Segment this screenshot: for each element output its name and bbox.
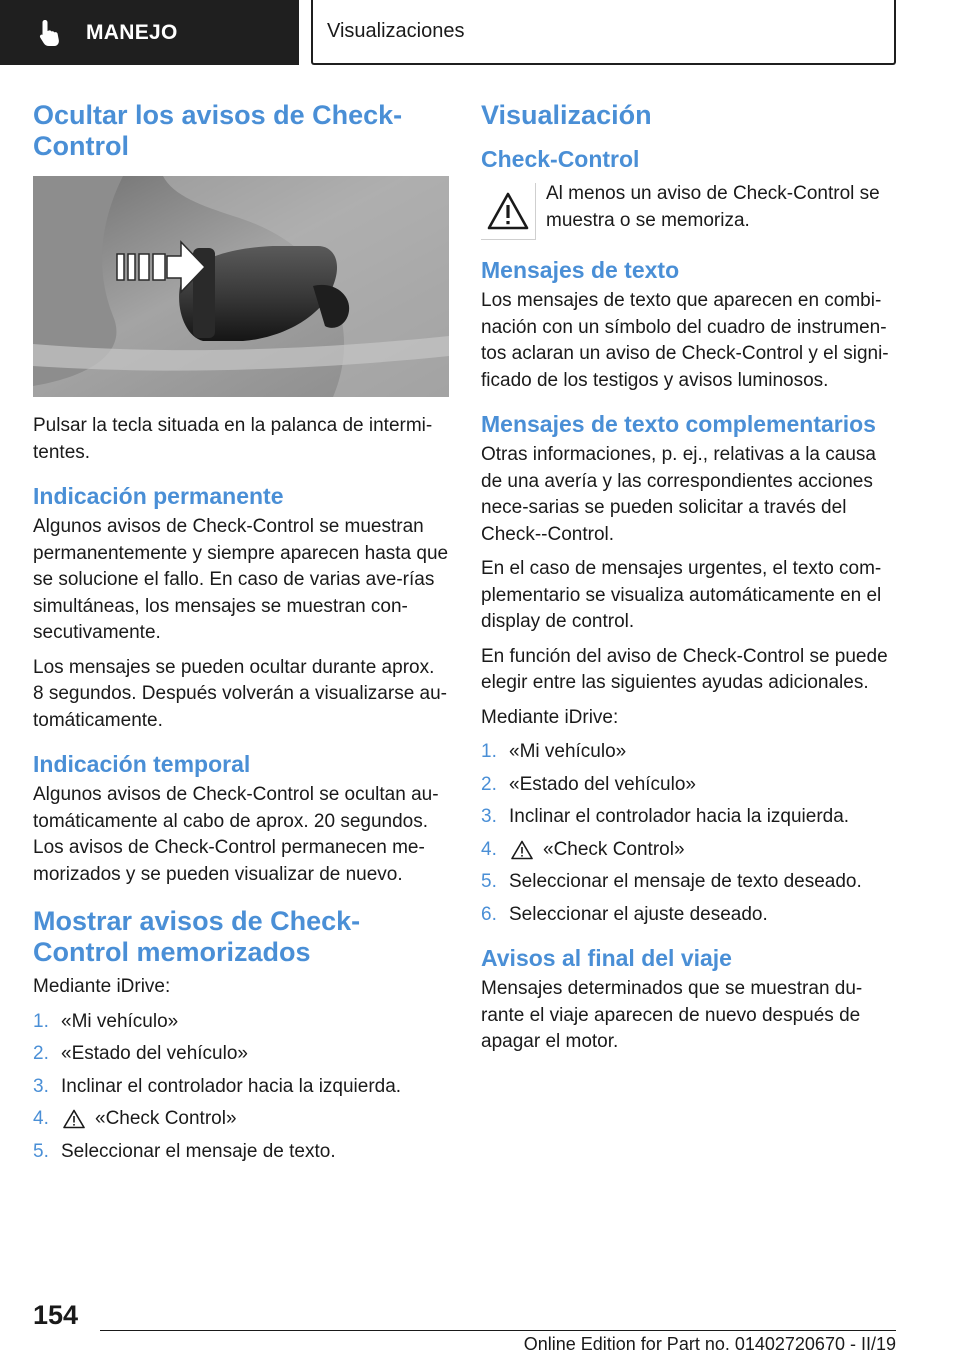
heading-hide-messages: Ocultar los avisos de Check-Control: [33, 100, 403, 161]
heading-end-of-trip: Avisos al final del viaje: [481, 945, 732, 971]
paragraph-temporary: Algunos avisos de Check-Control se ocultan au-tomáticamente al cabo de aprox. 20 segundos. Los avisos de Check-Control permanecen me-morizados y se pueden visualizar de nuevo.: [33, 784, 439, 885]
heading-extra-messages: Mensajes de texto complementarios: [481, 411, 876, 437]
list-item: 1. «Mi vehículo»: [33, 1010, 179, 1032]
list-item: 2. «Estado del vehículo»: [33, 1043, 248, 1064]
check-control-notice: [481, 181, 897, 240]
paragraph-extra-2: En el caso de mensajes urgentes, el texto com-plementario se visualiza automáticamente en el display de control.: [481, 558, 882, 632]
paragraph-check-control: Al menos un aviso de Check-Control se muestra o se memoriza.: [546, 183, 880, 231]
list-item: 2. «Estado del vehículo»: [481, 773, 696, 795]
heading-temporary: Indicación temporal: [33, 751, 251, 777]
right-column: [481, 100, 897, 1064]
section-header: [0, 0, 299, 65]
paragraph-press-button: Pulsar la tecla situada en la palanca de intermi-tentes.: [33, 415, 433, 463]
list-item: 5. Seleccionar el mensaje de texto.: [33, 1140, 336, 1162]
warning-symbol-box: [481, 183, 536, 240]
hand-pointer-icon: [38, 18, 64, 48]
turn-signal-lever-illustration: [33, 176, 449, 397]
section-title: MANEJO: [86, 20, 178, 44]
paragraph-permanent-2: Los mensajes se pueden ocultar durante aprox. 8 segundos. Después volverán a visualizarse au-tomáticamente.: [33, 656, 448, 731]
list-item: 5. Seleccionar el mensaje de texto deseado.: [481, 871, 862, 892]
heading-visualization: Visualización: [481, 100, 652, 130]
warning-triangle-icon: [511, 840, 533, 860]
paragraph-extra-3: En función del aviso de Check-Control se puede elegir entre las siguientes ayudas adicionales.: [481, 645, 888, 693]
list-item: 4. «Check Control»: [481, 838, 685, 860]
steps-list-left: [33, 1009, 449, 1166]
list-item: 4. «Check Control»: [33, 1108, 237, 1129]
page-number: 154: [33, 1300, 79, 1330]
steps-list-right: [481, 739, 897, 928]
list-item: 3. Inclinar el controlador hacia la izquierda.: [481, 806, 850, 827]
warning-triangle-icon: [486, 191, 530, 231]
heading-text-messages: Mensajes de texto: [481, 257, 680, 283]
paragraph-permanent-1: Algunos avisos de Check-Control se muestran permanentemente y siempre aparecen hasta que se solucione el fallo. En caso de varias ave-rías simultáneas, los mensajes se muestran con-secutivamente.: [33, 516, 449, 643]
paragraph-text-messages: Los mensajes de texto que aparecen en combi-nación con un símbolo del cuadro de instrumen-tos aclaran un aviso de Check-Control y el signi-ficado de los testigos y avisos luminosos.: [481, 290, 889, 391]
footer-divider: [100, 1330, 896, 1331]
paragraph-idrive-right: Mediante iDrive:: [481, 706, 619, 728]
warning-triangle-icon: [63, 1109, 85, 1129]
edition-info: Online Edition for Part no. 01402720670 - II/19: [523, 1334, 896, 1354]
heading-check-control: Check-Control: [481, 146, 640, 172]
left-column: [33, 100, 449, 1171]
heading-permanent: Indicación permanente: [33, 483, 284, 509]
list-item: 1. «Mi vehículo»: [481, 741, 627, 762]
list-item: 6. Seleccionar el ajuste deseado.: [481, 903, 768, 925]
list-item: 3. Inclinar el controlador hacia la izquierda.: [33, 1075, 402, 1097]
paragraph-extra-1: Otras informaciones, p. ej., relativas a la causa de una avería y las correspondientes acciones nece-sarias se pueden solicitar a través del Check--Control.: [481, 444, 876, 545]
paragraph-idrive-left: Mediante iDrive:: [33, 976, 171, 997]
chapter-header: [311, 0, 896, 65]
chapter-title: Visualizaciones: [327, 20, 465, 42]
heading-show-stored: Mostrar avisos de Check-Control memorizados: [33, 906, 361, 967]
paragraph-end-of-trip: Mensajes determinados que se muestran du-rante el viaje aparecen de nuevo después de apagar el motor.: [481, 978, 863, 1052]
